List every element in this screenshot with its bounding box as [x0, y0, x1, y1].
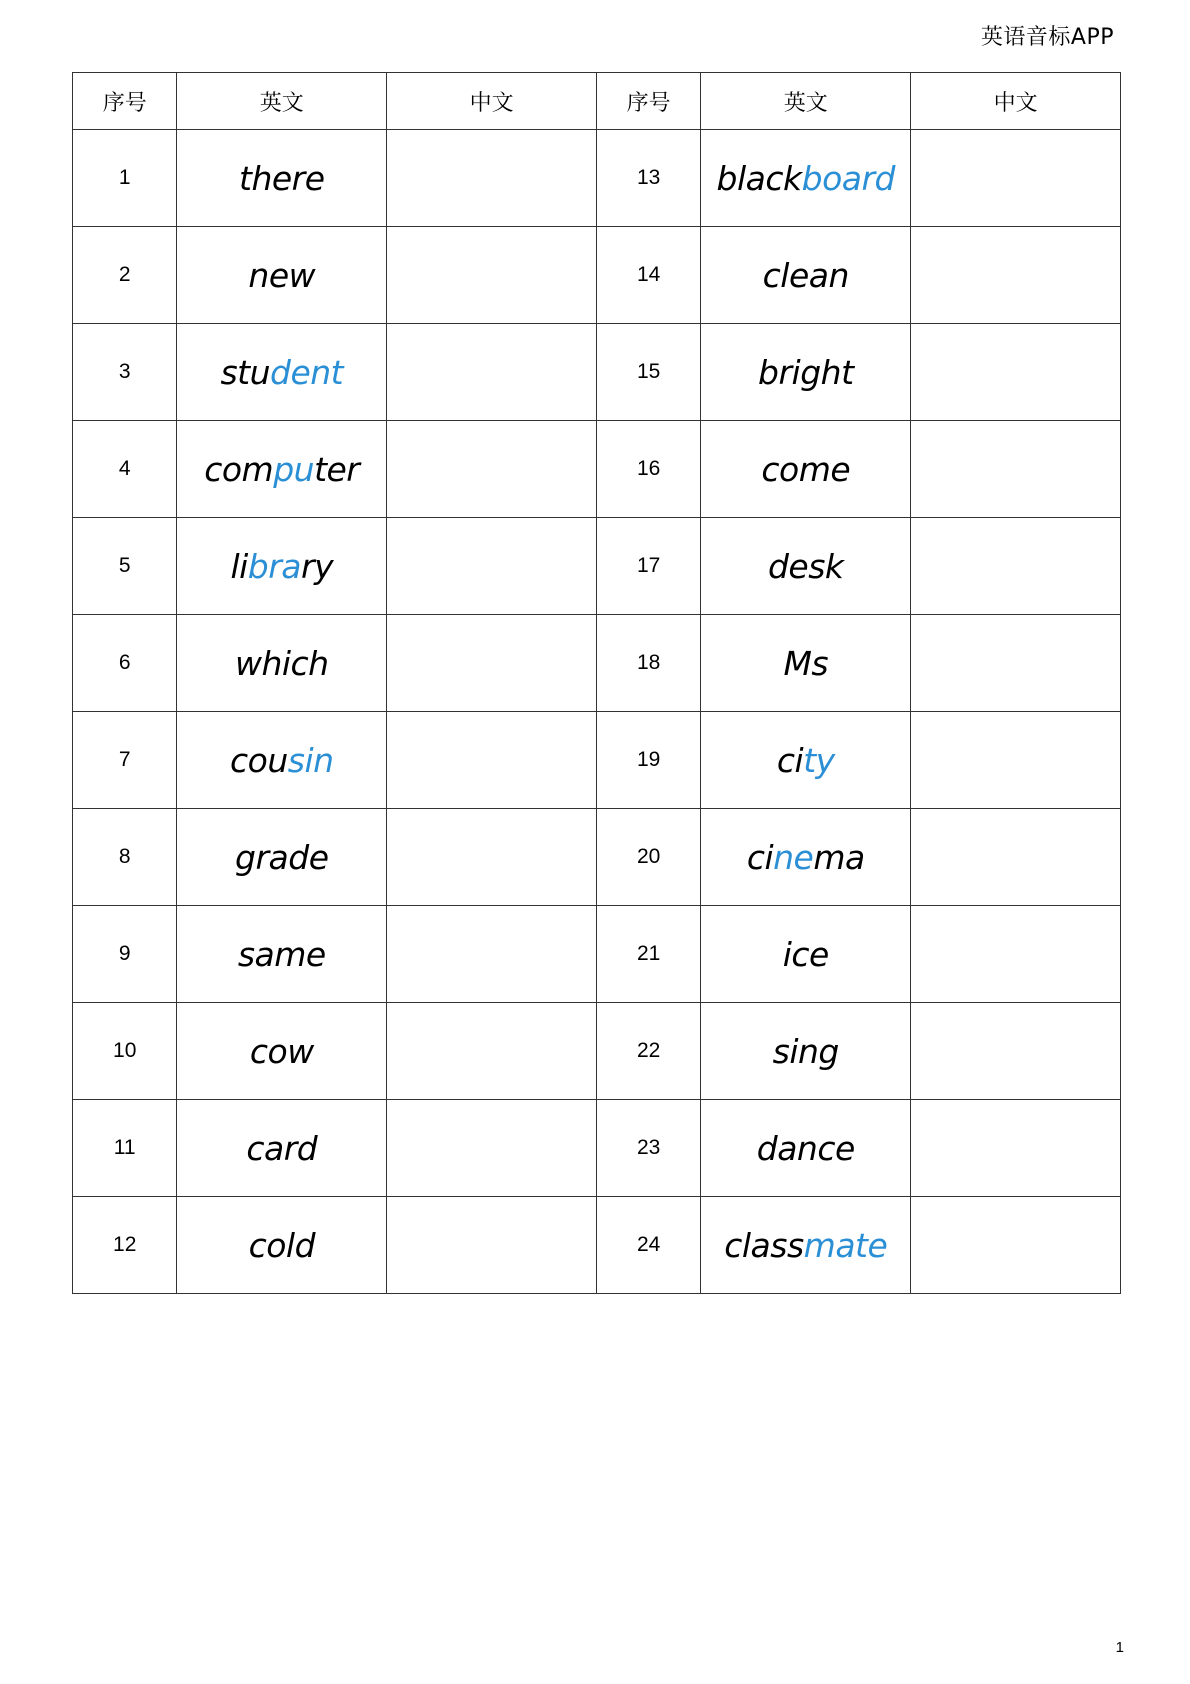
header-english-right: 英文	[701, 73, 911, 130]
row-number: 4	[73, 421, 177, 518]
highlighted-syllable: board	[801, 158, 895, 198]
table-row	[73, 1100, 1121, 1197]
english-word	[177, 421, 387, 518]
chinese-answer-cell	[911, 518, 1121, 615]
chinese-answer-cell	[387, 421, 597, 518]
word-segment: stu	[220, 352, 270, 392]
table-body	[73, 130, 1121, 1294]
chinese-answer-cell	[387, 130, 597, 227]
english-word	[177, 615, 387, 712]
row-number: 8	[73, 809, 177, 906]
word-segment: come	[761, 449, 851, 489]
row-number: 19	[596, 712, 700, 809]
chinese-answer-cell	[911, 324, 1121, 421]
word-segment: clean	[762, 255, 849, 295]
table-row	[73, 1003, 1121, 1100]
table-row	[73, 518, 1121, 615]
row-number: 3	[73, 324, 177, 421]
table-row	[73, 615, 1121, 712]
chinese-answer-cell	[911, 1197, 1121, 1294]
row-number: 13	[596, 130, 700, 227]
highlighted-syllable: ne	[773, 837, 814, 877]
word-segment: com	[204, 449, 274, 489]
table-row	[73, 324, 1121, 421]
word-segment: sing	[772, 1031, 839, 1071]
word-segment: cow	[249, 1031, 314, 1071]
chinese-answer-cell	[387, 712, 597, 809]
row-number: 5	[73, 518, 177, 615]
english-word	[701, 518, 911, 615]
word-segment: class	[724, 1225, 804, 1265]
word-segment: cold	[248, 1225, 316, 1265]
english-word	[701, 130, 911, 227]
english-word	[701, 809, 911, 906]
row-number: 7	[73, 712, 177, 809]
english-word	[701, 1003, 911, 1100]
chinese-answer-cell	[911, 227, 1121, 324]
page-number: 1	[1115, 1639, 1124, 1656]
english-word	[701, 324, 911, 421]
word-segment: black	[716, 158, 802, 198]
english-word	[701, 906, 911, 1003]
chinese-answer-cell	[387, 1197, 597, 1294]
highlighted-syllable: pu	[273, 449, 315, 489]
row-number: 12	[73, 1197, 177, 1294]
chinese-answer-cell	[387, 1100, 597, 1197]
word-segment: which	[234, 643, 329, 683]
chinese-answer-cell	[387, 227, 597, 324]
english-word	[177, 906, 387, 1003]
word-segment: ter	[314, 449, 360, 489]
word-segment: ci	[746, 837, 774, 877]
word-segment: ma	[813, 837, 865, 877]
english-word	[177, 1100, 387, 1197]
row-number: 22	[596, 1003, 700, 1100]
table-row	[73, 906, 1121, 1003]
english-word	[701, 615, 911, 712]
highlighted-syllable: sin	[287, 740, 334, 780]
word-segment: grade	[235, 837, 329, 877]
english-word	[701, 712, 911, 809]
word-segment: same	[237, 934, 326, 974]
table-row	[73, 1197, 1121, 1294]
row-number: 24	[596, 1197, 700, 1294]
word-segment: li	[230, 546, 248, 586]
highlighted-syllable: ty	[803, 740, 835, 780]
header-english-left: 英文	[177, 73, 387, 130]
row-number: 23	[596, 1100, 700, 1197]
header-number-left: 序号	[73, 73, 177, 130]
brand-title: 英语音标APP	[980, 25, 1114, 50]
english-word	[177, 324, 387, 421]
chinese-answer-cell	[911, 906, 1121, 1003]
english-word	[177, 1003, 387, 1100]
table-row	[73, 712, 1121, 809]
word-segment: new	[248, 255, 316, 295]
word-segment: dance	[756, 1128, 855, 1168]
table-row	[73, 421, 1121, 518]
row-number: 9	[73, 906, 177, 1003]
word-segment: cou	[230, 740, 288, 780]
vocabulary-table	[72, 72, 1121, 1294]
row-number: 10	[73, 1003, 177, 1100]
row-number: 18	[596, 615, 700, 712]
chinese-answer-cell	[387, 906, 597, 1003]
chinese-answer-cell	[911, 421, 1121, 518]
header-number-right: 序号	[596, 73, 700, 130]
row-number: 1	[73, 130, 177, 227]
english-word	[701, 227, 911, 324]
chinese-answer-cell	[387, 518, 597, 615]
row-number: 15	[596, 324, 700, 421]
word-segment: card	[246, 1128, 318, 1168]
highlighted-syllable: mate	[803, 1225, 888, 1265]
chinese-answer-cell	[911, 615, 1121, 712]
row-number: 11	[73, 1100, 177, 1197]
highlighted-syllable: dent	[270, 352, 344, 392]
header-chinese-right: 中文	[911, 73, 1121, 130]
english-word	[177, 712, 387, 809]
chinese-answer-cell	[911, 1100, 1121, 1197]
english-word	[177, 227, 387, 324]
row-number: 2	[73, 227, 177, 324]
word-segment: ry	[301, 546, 334, 586]
word-segment: ci	[776, 740, 804, 780]
chinese-answer-cell	[387, 324, 597, 421]
english-word	[701, 1100, 911, 1197]
english-word	[177, 518, 387, 615]
chinese-answer-cell	[911, 1003, 1121, 1100]
chinese-answer-cell	[387, 809, 597, 906]
english-word	[177, 809, 387, 906]
row-number: 14	[596, 227, 700, 324]
row-number: 17	[596, 518, 700, 615]
table-row	[73, 130, 1121, 227]
table-header-row	[73, 73, 1121, 130]
row-number: 6	[73, 615, 177, 712]
table-row	[73, 809, 1121, 906]
word-segment: desk	[767, 546, 844, 586]
word-segment: Ms	[783, 643, 829, 683]
chinese-answer-cell	[911, 809, 1121, 906]
row-number: 21	[596, 906, 700, 1003]
row-number: 20	[596, 809, 700, 906]
highlighted-syllable: bra	[247, 546, 302, 586]
english-word	[701, 421, 911, 518]
english-word	[177, 130, 387, 227]
chinese-answer-cell	[387, 615, 597, 712]
table-row	[73, 227, 1121, 324]
word-segment: bright	[758, 352, 854, 392]
header-chinese-left: 中文	[387, 73, 597, 130]
english-word	[177, 1197, 387, 1294]
english-word	[701, 1197, 911, 1294]
row-number: 16	[596, 421, 700, 518]
word-segment: ice	[782, 934, 829, 974]
word-segment: there	[239, 158, 325, 198]
chinese-answer-cell	[911, 712, 1121, 809]
chinese-answer-cell	[387, 1003, 597, 1100]
chinese-answer-cell	[911, 130, 1121, 227]
